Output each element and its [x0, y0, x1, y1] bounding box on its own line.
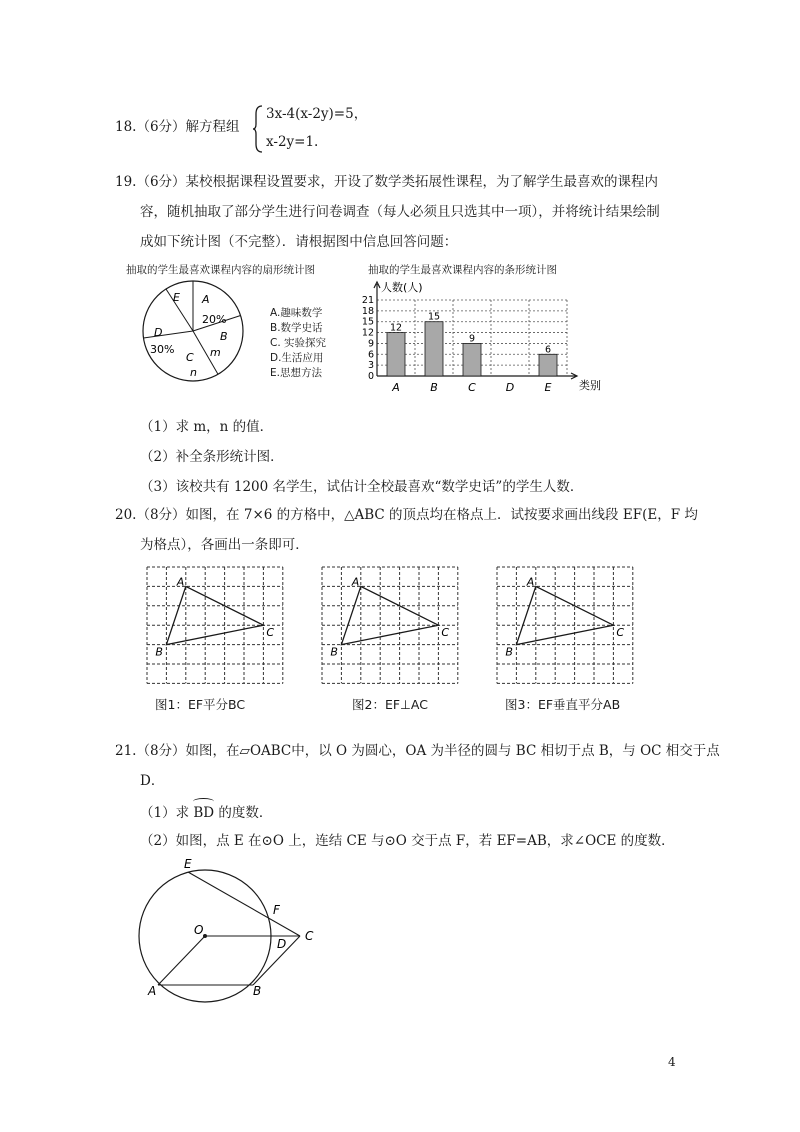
bar-b	[425, 322, 443, 376]
q21-text-line-1: 21.（8分）如图，在▱OABC中，以 O 为圆心，OA 为半径的圆与 BC 相切于点 B，与 OC 相交于点	[115, 743, 720, 759]
point-label-c: C	[441, 626, 450, 640]
y-axis-label: 人数(人)	[381, 281, 423, 294]
pie-label-d-percent: 30%	[150, 343, 175, 356]
bar-data-label: 6	[544, 344, 552, 356]
y-tick-label: 6	[367, 349, 374, 361]
figure-1-caption: 图1：EF平分BC	[155, 697, 246, 712]
arc-bd-label: BD	[193, 805, 215, 821]
q19-subquestion-1: （1）求 m，n 的值．	[140, 419, 274, 435]
q20-text-line-2: 为格点），各画出一条即可．	[140, 537, 309, 553]
bar-data-label: 12	[389, 322, 403, 334]
q21-subquestion-2: （2）如图，点 E 在⊙O 上，连结 CE 与⊙O 交于点 F，若 EF=AB，求∠OCE 的度数．	[140, 833, 675, 849]
legend-item-b: B.数学史话	[270, 322, 323, 334]
pie-chart-title: 抽取的学生最喜欢课程内容的扇形统计图	[126, 264, 315, 276]
point-label-d: D	[277, 937, 287, 951]
q19-text-line-2: 容，随机抽取了部分学生进行问卷调查（每人必须且只选其中一项），并将统计结果绘制	[140, 204, 660, 220]
y-tick-label: 12	[361, 327, 374, 339]
x-tick-label: A	[392, 381, 400, 394]
point-label-b: B	[253, 984, 262, 998]
pie-label-a-percent: 20%	[202, 313, 227, 326]
q20-text-line-1: 20.（8分）如图，在 7×6 的方格中，△ABC 的顶点均在格点上．试按要求画出线段 EF(E，F 均	[115, 507, 698, 523]
legend-item-e: E.思想方法	[270, 367, 322, 379]
q21-subquestion-1: （1）求 BD 的度数．	[140, 801, 272, 823]
y-tick-label: 0	[367, 371, 374, 382]
point-label-o: O	[194, 923, 204, 937]
point-label-b: B	[155, 645, 163, 659]
grid-figure-1	[145, 565, 285, 689]
q18-equation-1: 3x-4(x-2y)=5，	[266, 106, 368, 122]
pie-label-e: E	[173, 291, 180, 304]
page-number: 4	[668, 1055, 676, 1069]
legend-item-c: C. 实验探究	[270, 337, 327, 349]
point-label-e: E	[184, 857, 192, 871]
pie-label-c: C	[186, 351, 194, 364]
point-label-a: A	[351, 575, 360, 589]
point-label-a: A	[526, 575, 535, 589]
y-tick-label: 9	[367, 338, 374, 350]
point-label-f: F	[273, 903, 280, 917]
y-tick-label: 15	[361, 316, 374, 328]
bar-e	[539, 354, 557, 376]
point-label-a: A	[176, 575, 185, 589]
triangle-abc	[166, 586, 263, 644]
bar-chart-title: 抽取的学生最喜欢课程内容的条形统计图	[368, 264, 557, 276]
point-label-c: C	[266, 626, 275, 640]
pie-label-d: D	[154, 326, 163, 339]
bar-a	[387, 333, 405, 376]
pie-label-a: A	[202, 293, 210, 306]
q19-text-line-3: 成如下统计图（不完整）．请根据图中信息回答问题：	[140, 234, 458, 250]
q18-brace	[252, 104, 264, 154]
q19-subquestion-3: （3）该校共有 1200 名学生，试估计全校最喜欢“数学史话”的学生人数．	[140, 479, 584, 495]
x-tick-label: E	[544, 381, 552, 394]
q21-text-line-2: D．	[140, 773, 165, 789]
x-tick-label: D	[505, 381, 515, 394]
legend-item-a: A.趣味数学	[270, 307, 323, 319]
q19-subquestion-2: （2）补全条形统计图．	[140, 449, 284, 465]
point-label-b: B	[330, 645, 338, 659]
point-label-c: C	[305, 929, 314, 943]
q18-label: 18.（6分）解方程组	[115, 119, 240, 135]
q19-text-line-1: 19.（6分）某校根据课程设置要求，开设了数学类拓展性课程，为了解学生最喜欢的课程内	[115, 174, 659, 190]
figure-2-caption: 图2：EF⊥AC	[352, 697, 428, 712]
y-tick-label: 21	[361, 295, 374, 306]
y-tick-label: 3	[367, 360, 374, 372]
x-tick-label: C	[468, 381, 476, 394]
bar-data-label: 9	[468, 333, 476, 345]
bar-chart	[355, 278, 601, 396]
y-tick-label: 18	[361, 305, 374, 317]
figure-3-caption: 图3：EF垂直平分AB	[505, 697, 621, 712]
pie-label-b: B	[220, 330, 228, 343]
grid-figure-2	[320, 565, 460, 689]
arc-symbol	[193, 798, 214, 805]
bar-data-label: 15	[427, 311, 441, 323]
bar-c	[463, 343, 481, 376]
legend-item-d: D.生活应用	[270, 352, 324, 364]
grid-figure-3	[495, 565, 635, 689]
pie-label-b-variable: m	[210, 346, 221, 359]
circle-figure	[130, 852, 330, 1000]
x-axis-label: 类别	[579, 379, 601, 392]
triangle-abc	[341, 586, 438, 644]
point-label-c: C	[616, 626, 625, 640]
pie-chart	[140, 278, 250, 388]
point-label-a: A	[148, 984, 157, 998]
q18-equation-2: x-2y=1.	[266, 134, 319, 150]
segment-oa	[158, 936, 205, 985]
pie-label-c-variable: n	[190, 366, 197, 379]
triangle-abc	[516, 586, 613, 644]
pie-divider	[144, 331, 194, 338]
segment-ec	[188, 872, 300, 936]
point-label-b: B	[505, 645, 513, 659]
x-tick-label: B	[430, 381, 438, 394]
center-point	[203, 934, 207, 938]
